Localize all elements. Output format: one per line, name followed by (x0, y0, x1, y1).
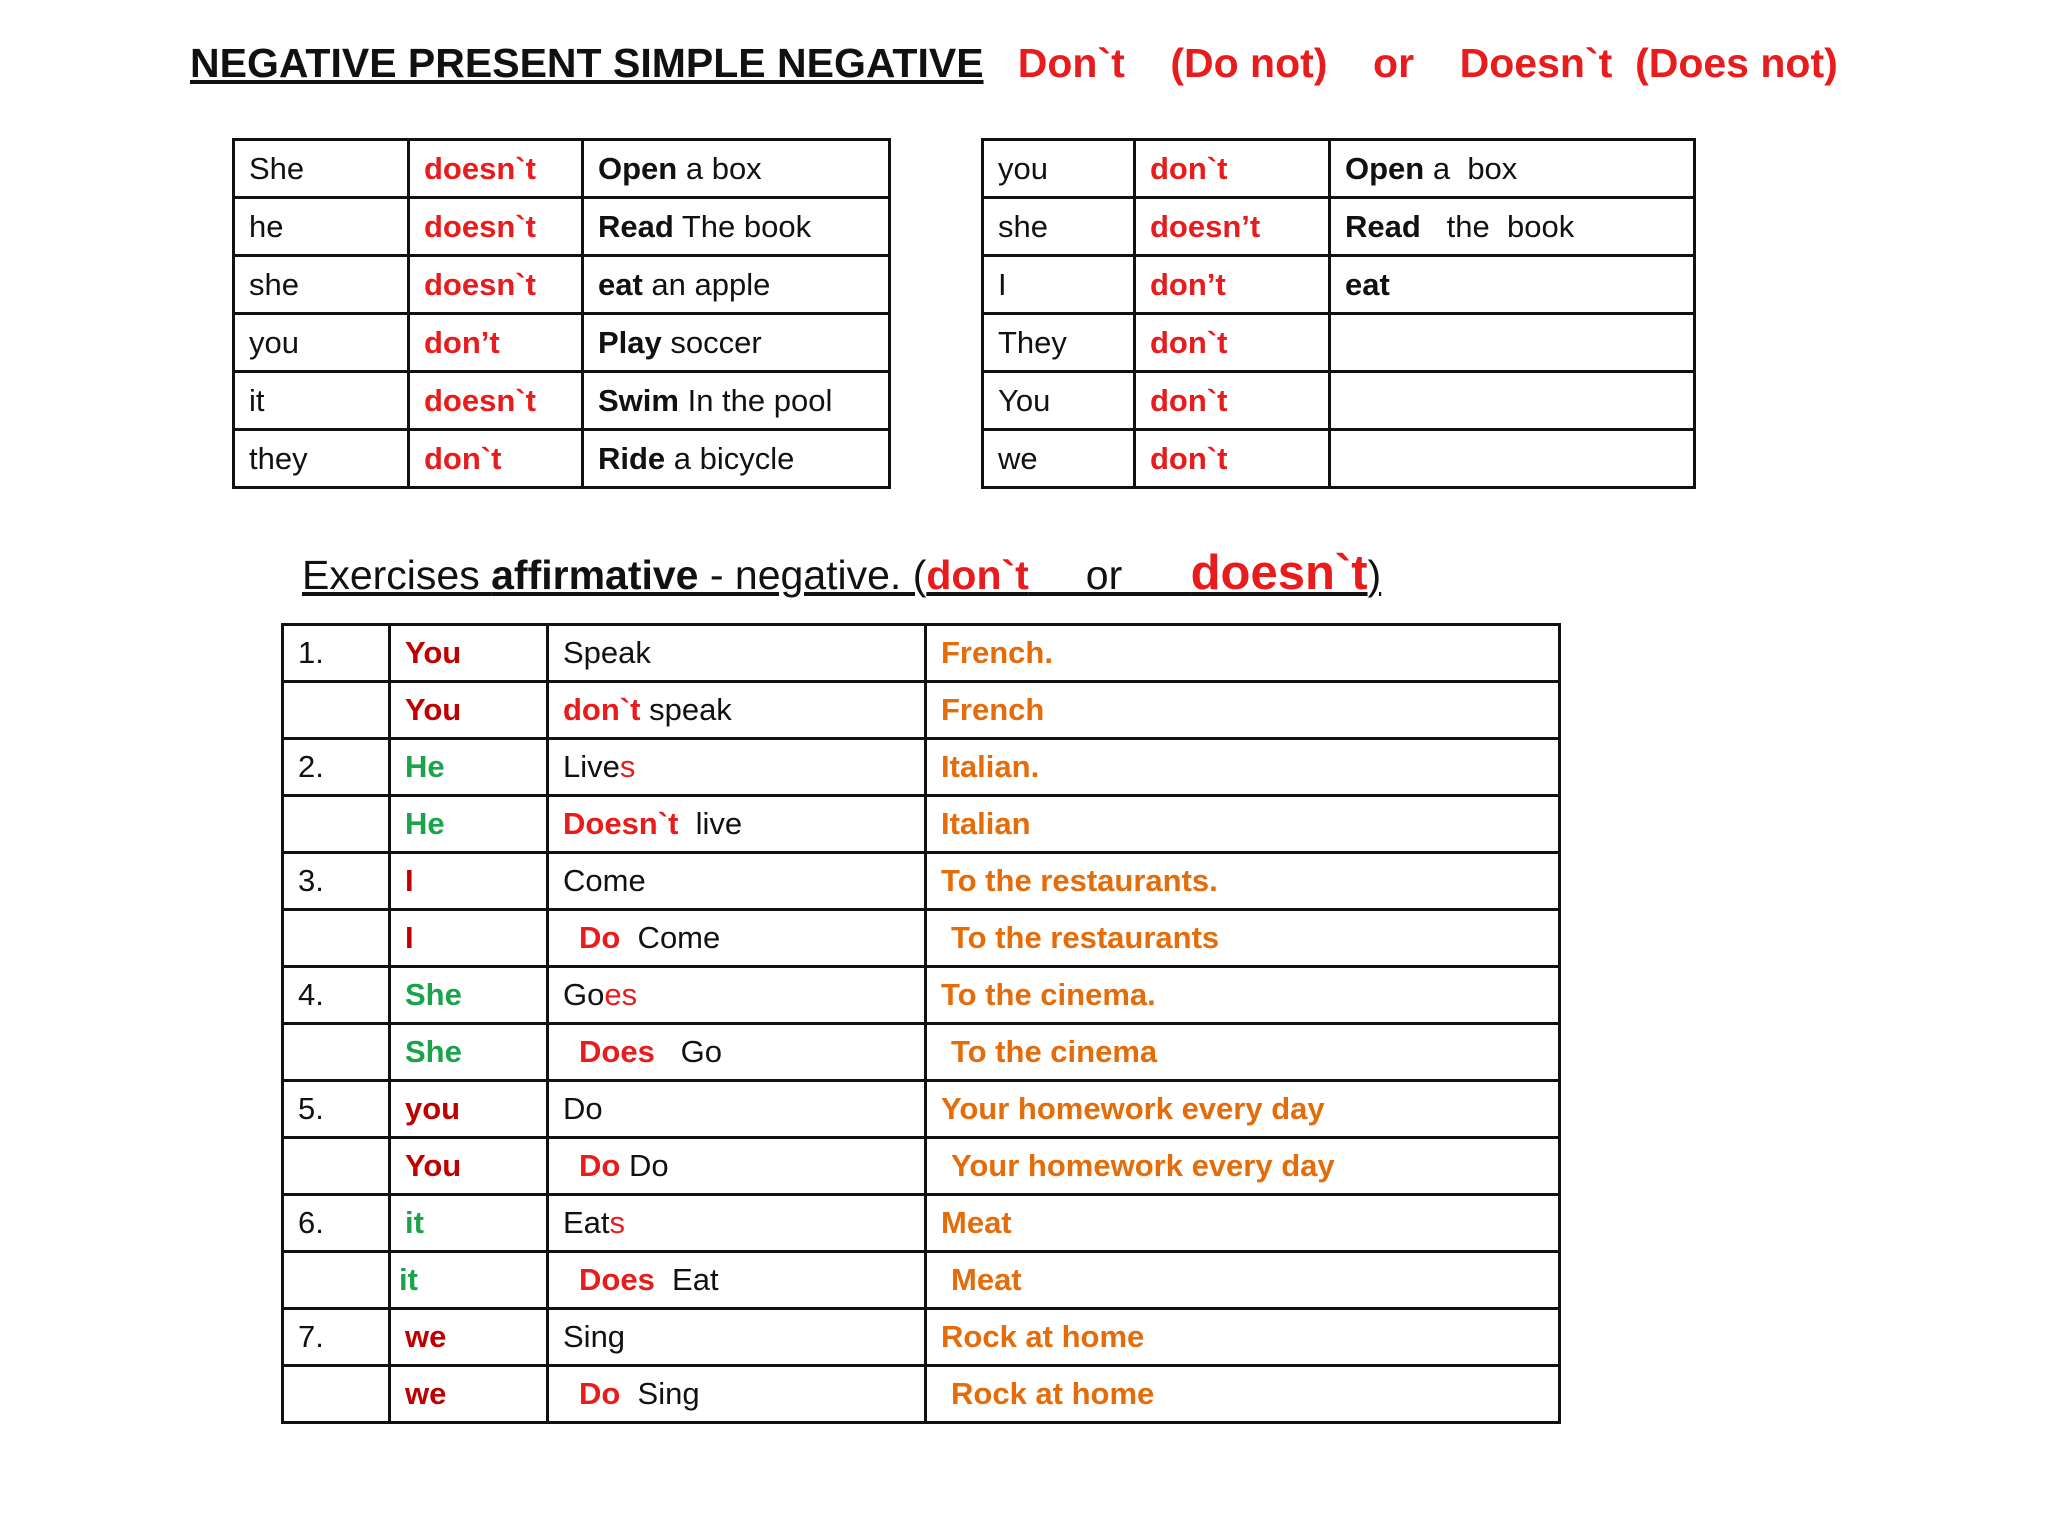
action-cell (583, 198, 890, 256)
exercise-subject: He (390, 796, 548, 853)
action-verb: eat (1345, 266, 1390, 302)
table-row (283, 1195, 1560, 1252)
table-row (983, 256, 1695, 314)
title-dont: Don`t (1017, 40, 1125, 86)
action-verb: Read (598, 208, 674, 244)
page-title (190, 40, 1838, 87)
exercise-subject: She (390, 967, 548, 1024)
exercise-verb: Live (563, 749, 620, 784)
exercise-verb-suffix: s (609, 1205, 626, 1240)
subject-cell: you (983, 140, 1135, 198)
exercise-verb-suffix: es (604, 977, 638, 1012)
action-cell (583, 430, 890, 488)
exercise-object: To the cinema. (926, 967, 1560, 1024)
action-object: In the pool (678, 382, 833, 418)
exercise-subject: You (390, 625, 548, 682)
exercise-verb: Sing (620, 1376, 700, 1411)
table-row (283, 1138, 1560, 1195)
exercise-verb-cell (548, 796, 926, 853)
subject-cell: you (234, 314, 409, 372)
exercise-verb-aux: Does (579, 1262, 655, 1297)
exercise-verb: Come (563, 863, 646, 898)
exercise-object: Your homework every day (926, 1138, 1560, 1195)
action-cell (1330, 372, 1695, 430)
exercise-number (283, 796, 390, 853)
subject-cell: She (234, 140, 409, 198)
exercise-verb-aux: Do (579, 1148, 621, 1183)
exercise-number: 2. (283, 739, 390, 796)
subject-cell: she (234, 256, 409, 314)
exercise-number: 5. (283, 1081, 390, 1138)
table-row (283, 796, 1560, 853)
table-row (234, 314, 890, 372)
exercise-subject: You (390, 1138, 548, 1195)
exercise-object: To the restaurants. (926, 853, 1560, 910)
title-do-not: (Do not) (1170, 40, 1328, 86)
subject-cell: they (234, 430, 409, 488)
exercise-verb: Eat (563, 1205, 610, 1240)
subject-cell: it (234, 372, 409, 430)
table-row (283, 1309, 1560, 1366)
negative-aux-cell: don’t (409, 314, 583, 372)
exercise-number: 3. (283, 853, 390, 910)
exercise-verb: Speak (563, 635, 651, 670)
table-row (983, 314, 1695, 372)
action-verb: Open (598, 150, 678, 186)
exercise-subject: I (390, 910, 548, 967)
exercise-object: Meat (926, 1195, 1560, 1252)
action-cell (583, 256, 890, 314)
action-cell (1330, 198, 1695, 256)
exercise-verb-cell (548, 910, 926, 967)
exercise-object: Italian (926, 796, 1560, 853)
subject-cell: You (983, 372, 1135, 430)
table-row (234, 372, 890, 430)
title-does-not: (Does not) (1635, 40, 1838, 86)
subject-cell: we (983, 430, 1135, 488)
action-cell (1330, 256, 1695, 314)
exercise-subject: I (390, 853, 548, 910)
exercise-verb-cell (548, 1024, 926, 1081)
subject-cell: he (234, 198, 409, 256)
exercise-number (283, 682, 390, 739)
action-cell (583, 372, 890, 430)
exercise-verb: Do (563, 1091, 603, 1126)
table-row (283, 739, 1560, 796)
table-row (283, 910, 1560, 967)
exercise-number: 7. (283, 1309, 390, 1366)
exercise-verb: speak (640, 692, 732, 727)
exercise-verb-aux: Do (579, 920, 621, 955)
exercise-verb-aux: don`t (563, 692, 641, 727)
exercise-subject: He (390, 739, 548, 796)
table-row (234, 140, 890, 198)
exercise-object: To the restaurants (926, 910, 1560, 967)
table-row (234, 198, 890, 256)
negative-aux-cell: doesn’t (1135, 198, 1330, 256)
negative-aux-cell: don`t (1135, 430, 1330, 488)
action-verb: Swim (598, 382, 679, 418)
title-doesnt: Doesn`t (1459, 40, 1613, 86)
table-row (283, 682, 1560, 739)
exercise-subject: we (390, 1366, 548, 1423)
action-cell (583, 140, 890, 198)
exercise-number: 4. (283, 967, 390, 1024)
exercise-object: French. (926, 625, 1560, 682)
exercise-object: French (926, 682, 1560, 739)
table-row (283, 1252, 1560, 1309)
table-row (283, 1024, 1560, 1081)
exercise-object: Italian. (926, 739, 1560, 796)
exercise-verb-suffix: s (619, 749, 636, 784)
exercise-verb-cell (548, 625, 926, 682)
table-row (234, 430, 890, 488)
title-or: or (1373, 40, 1415, 86)
exercise-subject: She (390, 1024, 548, 1081)
exercise-number: 1. (283, 625, 390, 682)
exercise-verb-aux: Do (579, 1376, 621, 1411)
exercise-verb-aux: Does (579, 1034, 655, 1069)
action-object: a box (677, 150, 762, 186)
negative-aux-cell: don`t (1135, 314, 1330, 372)
exercise-verb-cell (548, 1366, 926, 1423)
action-object: The book (673, 208, 812, 244)
action-verb: Play (598, 324, 662, 360)
exercise-verb-cell (548, 1195, 926, 1252)
table-row (283, 853, 1560, 910)
negative-aux-cell: don’t (1135, 256, 1330, 314)
table-row (283, 1366, 1560, 1423)
exercise-verb-cell (548, 967, 926, 1024)
action-object: a box (1424, 150, 1518, 186)
exercise-verb: Go (654, 1034, 723, 1069)
title-main: NEGATIVE PRESENT SIMPLE NEGATIVE (190, 40, 984, 86)
exercise-object: Rock at home (926, 1366, 1560, 1423)
exercises-heading-text: Exercises affirmative - negative. (don`t or doesn`t) (302, 546, 1382, 600)
exercise-verb: Do (620, 1148, 669, 1183)
negative-aux-cell: doesn`t (409, 256, 583, 314)
exercise-subject: You (390, 682, 548, 739)
exercise-verb-cell (548, 1081, 926, 1138)
negative-aux-cell: doesn`t (409, 198, 583, 256)
exercise-object: To the cinema (926, 1024, 1560, 1081)
action-object: soccer (661, 324, 762, 360)
exercises-heading (302, 545, 1381, 601)
action-object: an apple (642, 266, 771, 302)
subject-cell: she (983, 198, 1135, 256)
exercises-table (281, 623, 1561, 1424)
exercise-subject: it (390, 1195, 548, 1252)
table-row (283, 625, 1560, 682)
exercise-verb: Sing (563, 1319, 626, 1354)
example-table-right (981, 138, 1696, 489)
exercise-verb-cell (548, 1252, 926, 1309)
exercise-verb: live (678, 806, 743, 841)
action-verb: Read (1345, 208, 1421, 244)
action-cell (1330, 430, 1695, 488)
exercise-number (283, 1024, 390, 1081)
table-row (283, 1081, 1560, 1138)
exercise-object: Meat (926, 1252, 1560, 1309)
action-cell (583, 314, 890, 372)
exercise-verb-cell (548, 1138, 926, 1195)
action-verb: Ride (598, 440, 666, 476)
table-row (983, 198, 1695, 256)
table-row (983, 372, 1695, 430)
table-row (983, 140, 1695, 198)
negative-aux-cell: don`t (1135, 140, 1330, 198)
negative-aux-cell: don`t (1135, 372, 1330, 430)
table-row (983, 430, 1695, 488)
exercise-verb-cell (548, 739, 926, 796)
exercise-verb: Come (620, 920, 721, 955)
exercise-verb: Go (563, 977, 605, 1012)
action-verb: Open (1345, 150, 1425, 186)
exercise-verb: Eat (654, 1262, 719, 1297)
exercise-number: 6. (283, 1195, 390, 1252)
action-cell (1330, 140, 1695, 198)
exercise-subject: we (390, 1309, 548, 1366)
subject-cell: They (983, 314, 1135, 372)
exercise-subject: you (390, 1081, 548, 1138)
exercise-subject: it (390, 1252, 548, 1309)
negative-aux-cell: don`t (409, 430, 583, 488)
exercise-object: Your homework every day (926, 1081, 1560, 1138)
exercise-object: Rock at home (926, 1309, 1560, 1366)
exercise-verb-cell (548, 1309, 926, 1366)
action-object: a bicycle (665, 440, 795, 476)
action-verb: eat (598, 266, 643, 302)
exercise-verb-aux: Doesn`t (563, 806, 679, 841)
exercise-number (283, 1138, 390, 1195)
exercise-number (283, 1252, 390, 1309)
action-cell (1330, 314, 1695, 372)
negative-aux-cell: doesn`t (409, 372, 583, 430)
action-object: the book (1420, 208, 1575, 244)
subject-cell: I (983, 256, 1135, 314)
negative-aux-cell: doesn`t (409, 140, 583, 198)
exercise-number (283, 910, 390, 967)
table-row (283, 967, 1560, 1024)
exercise-number (283, 1366, 390, 1423)
example-table-left (232, 138, 891, 489)
exercise-verb-cell (548, 853, 926, 910)
exercise-verb-cell (548, 682, 926, 739)
table-row (234, 256, 890, 314)
